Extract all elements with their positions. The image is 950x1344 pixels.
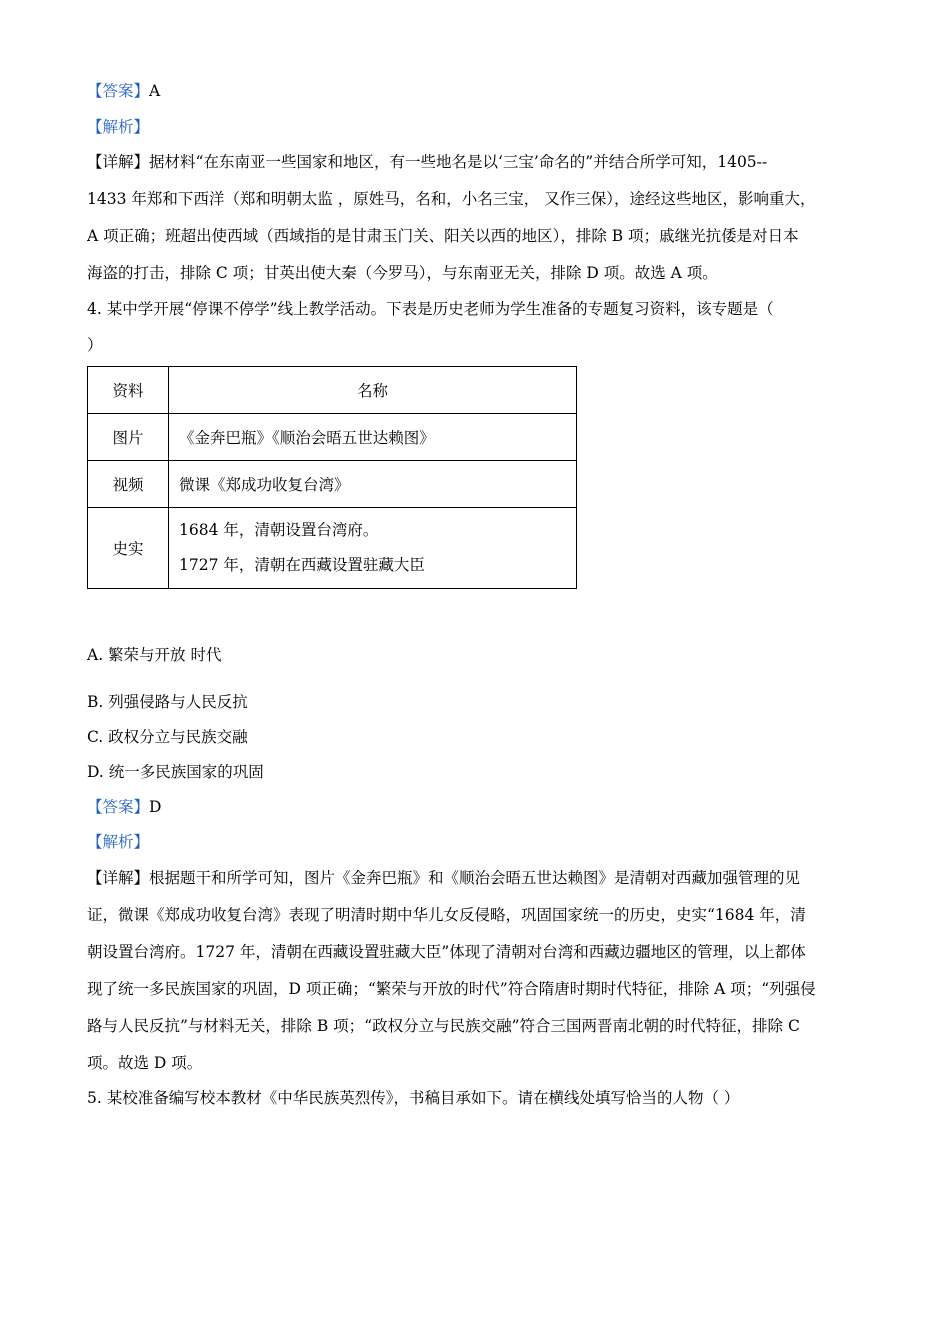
table-row: [88, 414, 577, 461]
detail-line: 朝设置台湾府。1727 年，清朝在西藏设置驻藏大臣”体现了清朝对台湾和西藏边疆地区的管理，以上都体: [87, 943, 806, 961]
reference-table: [87, 366, 577, 589]
table-cell-line: 1727 年，清朝在西藏设置驻藏大臣: [179, 556, 425, 574]
answer-line: [87, 81, 160, 101]
table-cell-content: 《金奔巴瓶》《顺治会晤五世达赖图》: [169, 414, 577, 461]
analysis-line: [87, 117, 149, 137]
option-d: D. 统一多民族国家的巩固: [87, 763, 264, 781]
table-cell-content: 微课《郑成功收复台湾》: [169, 461, 577, 508]
table-row: [88, 461, 577, 508]
option-c: C. 政权分立与民族交融: [87, 728, 248, 746]
detail-line: 项。故选 D 项。: [87, 1054, 203, 1072]
answer-value: A: [149, 82, 161, 100]
detail-tag: 【详解】: [87, 153, 150, 171]
question-stem: 5. 某校准备编写校本教材《中华民族英烈传》，书稿目承如下。请在横线处填写恰当的人物（ ）: [87, 1089, 740, 1107]
detail-line: 海盗的打击，排除 C 项；甘英出使大秦（今罗马），与东南亚无关，排除 D 项。故选 A 项。: [87, 264, 718, 282]
analysis-tag: 【解析】: [87, 833, 150, 851]
table-header-row: [88, 367, 577, 414]
detail-line: 证，微课《郑成功收复台湾》表现了明清时期中华儿女反侵略，巩固国家统一的历史，史实“1684 年，清: [87, 906, 806, 924]
table-cell-content: [169, 508, 577, 589]
answer-tag: 【答案】: [87, 82, 150, 100]
detail-line: 路与人民反抗”与材料无关，排除 B 项；“政权分立与民族交融”符合三国两晋南北朝的时代特征，排除 C: [87, 1017, 800, 1035]
detail-line: 现了统一多民族国家的巩固，D 项正确；“繁荣与开放的时代”符合隋唐时期时代特征，排除 A 项；“列强侵: [87, 980, 816, 998]
detail-line: A 项正确；班超出使西域（西域指的是甘肃玉门关、阳关以西的地区），排除 B 项；戚继光抗倭是对日本: [87, 227, 799, 245]
detail-text: 根据题干和所学可知，图片《金奔巴瓶》和《顺治会晤五世达赖图》是清朝对西藏加强管理的见: [149, 869, 801, 887]
question-stem-cont: ）: [87, 336, 103, 354]
answer-value: D: [149, 798, 162, 816]
table-header-cell: 资料: [88, 367, 169, 414]
answer-line: [87, 797, 161, 817]
detail-line: [87, 868, 800, 888]
analysis-line: [87, 832, 149, 852]
detail-tag: 【详解】: [87, 869, 150, 887]
table-header-cell: 名称: [169, 367, 577, 414]
detail-line: 1433 年郑和下西洋（郑和明朝太监 ，原姓马，名和，小名三宝， 又作三保），途经这些地区，影响重大，: [87, 190, 816, 208]
table-cell-type: 史实: [88, 508, 169, 589]
table-cell-line: 1684 年，清朝设置台湾府。: [179, 521, 379, 539]
option-a: A. 繁荣与开放 时代: [87, 646, 222, 664]
detail-line: [87, 152, 767, 172]
table-row: [88, 508, 577, 589]
table-cell-type: 图片: [88, 414, 169, 461]
detail-text: 据材料“在东南亚一些国家和地区，有一些地名是以‘三宝’命名的”并结合所学可知，1405--: [149, 153, 768, 171]
table-cell-type: 视频: [88, 461, 169, 508]
analysis-tag: 【解析】: [87, 118, 150, 136]
answer-tag: 【答案】: [87, 798, 150, 816]
question-stem: 4. 某中学开展“停课不停学”线上教学活动。下表是历史老师为学生准备的专题复习资料，该专题是（: [87, 300, 774, 318]
option-b: B. 列强侵路与人民反抗: [87, 693, 248, 711]
